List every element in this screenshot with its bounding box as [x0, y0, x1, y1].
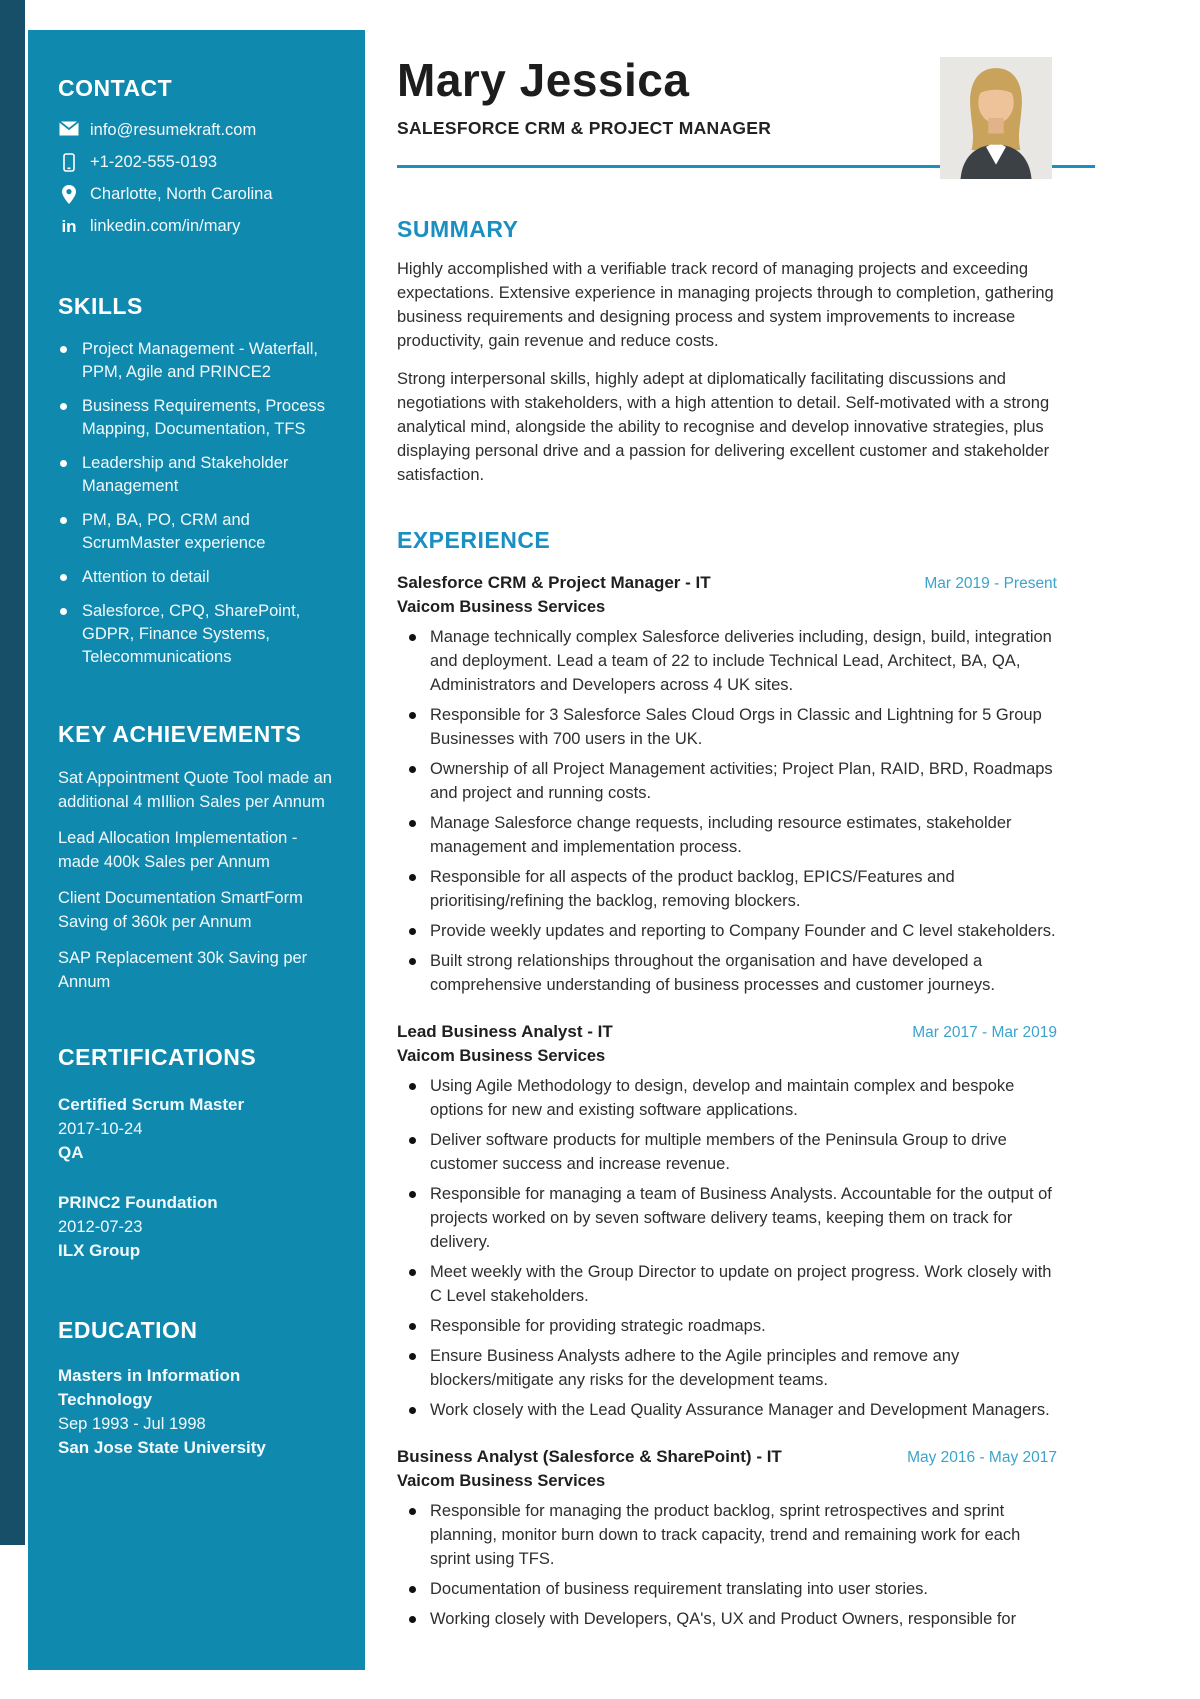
- contact-location: [58, 184, 339, 205]
- certification-title: Certified Scrum Master: [58, 1095, 245, 1114]
- job-title: Business Analyst (Salesforce & SharePoint) - IT: [397, 1446, 782, 1466]
- phone-icon: [58, 152, 80, 172]
- contact-phone-text: +1-202-555-0193: [90, 153, 218, 171]
- job-bullet: Responsible for managing the product backlog, sprint retrospectives and sprint planning, monitor burn down to track capacity, trend and remaining work for each sprint using TFS.: [397, 1499, 1057, 1571]
- experience-heading: EXPERIENCE: [397, 526, 551, 553]
- job-company: Vaicom Business Services: [397, 1471, 606, 1490]
- job-title: Lead Business Analyst - IT: [397, 1021, 613, 1041]
- job-period: Mar 2017 - Mar 2019: [912, 1023, 1057, 1041]
- job-entry: [397, 1019, 1057, 1422]
- left-accent-bar: [0, 0, 25, 1545]
- certification-date: 2017-10-24: [58, 1120, 143, 1138]
- sidebar: [28, 30, 365, 1670]
- contact-linkedin-text: linkedin.com/in/mary: [90, 217, 241, 235]
- person-title: SALESFORCE CRM & PROJECT MANAGER: [397, 117, 772, 138]
- key-achievements-section: [58, 721, 339, 994]
- job-bullet: Using Agile Methodology to design, develop and maintain complex and bespoke options for new and existing software applications.: [397, 1074, 1057, 1122]
- education-section: [58, 1317, 339, 1460]
- job-bullet: Responsible for managing a team of Business Analysts. Accountable for the output of projects worked on by seven software delivery teams, keeping them on track for delivery.: [397, 1182, 1057, 1254]
- job-bullet: Responsible for all aspects of the product backlog, EPICS/Features and prioritising/refining the backlog, removing blockers.: [397, 865, 1057, 913]
- profile-photo: [940, 57, 1052, 179]
- contact-section: [58, 75, 339, 237]
- job-entry: [397, 1444, 1057, 1631]
- skills-section: [58, 293, 339, 669]
- job-entry: [397, 570, 1057, 997]
- job-period: Mar 2019 - Present: [924, 574, 1057, 592]
- key-achievements-heading: KEY ACHIEVEMENTS: [58, 721, 302, 747]
- main-content: [397, 55, 1097, 1637]
- experience-section: [397, 527, 1057, 1631]
- contact-location-text: Charlotte, North Carolina: [90, 185, 273, 203]
- skill-item: Business Requirements, Process Mapping, Documentation, TFS: [58, 395, 339, 441]
- job-period: May 2016 - May 2017: [907, 1448, 1057, 1466]
- summary-paragraph: Strong interpersonal skills, highly adept at diplomatically facilitating discussions and negotiations with stakeholders, with a high attention to detail. Self-motivated with a strong analytical mind, alongside the ability to recognise and develop innovative strategies, plus displaying personal drive and a passion for delivering excellent customer and stakeholder satisfaction.: [397, 369, 1050, 484]
- email-icon: [58, 120, 80, 136]
- certification-title: PRINC2 Foundation: [58, 1193, 218, 1212]
- summary-heading: SUMMARY: [397, 215, 519, 242]
- job-bullet: Manage Salesforce change requests, including resource estimates, stakeholder management and implementation process.: [397, 811, 1057, 859]
- certification-item: [58, 1191, 339, 1263]
- certification-date: 2012-07-23: [58, 1218, 143, 1236]
- skill-item: Leadership and Stakeholder Management: [58, 452, 339, 498]
- location-icon: [58, 184, 80, 204]
- contact-heading: CONTACT: [58, 75, 173, 101]
- certification-org: QA: [58, 1143, 84, 1162]
- education-heading: EDUCATION: [58, 1317, 198, 1343]
- job-company: Vaicom Business Services: [397, 1046, 606, 1065]
- job-bullet: Responsible for 3 Salesforce Sales Cloud Orgs in Classic and Lightning for 5 Group Businesses with 700 users in the UK.: [397, 703, 1057, 751]
- summary-paragraph: Highly accomplished with a verifiable track record of managing projects and exceeding expectations. Extensive experience in managing projects through to completion, gathering business requirements and designing process and system improvements to increase productivity, gain revenue and reduce costs.: [397, 259, 1054, 350]
- education-school: San Jose State University: [58, 1438, 266, 1457]
- contact-phone: [58, 152, 339, 173]
- job-bullet: Documentation of business requirement translating into user stories.: [397, 1577, 1057, 1601]
- certification-item: [58, 1093, 339, 1165]
- person-name: Mary Jessica: [397, 54, 690, 106]
- linkedin-icon: in: [61, 217, 77, 236]
- job-bullet: Ownership of all Project Management activities; Project Plan, RAID, BRD, Roadmaps and project and running costs.: [397, 757, 1057, 805]
- job-bullet: Meet weekly with the Group Director to update on project progress. Work closely with C Level stakeholders.: [397, 1260, 1057, 1308]
- job-bullet: Work closely with the Lead Quality Assurance Manager and Development Managers.: [397, 1398, 1057, 1422]
- job-bullet: Working closely with Developers, QA's, UX and Product Owners, responsible for: [397, 1607, 1057, 1631]
- job-bullet: Responsible for providing strategic roadmaps.: [397, 1314, 1057, 1338]
- contact-linkedin[interactable]: [58, 216, 339, 237]
- skills-heading: SKILLS: [58, 293, 143, 319]
- certifications-section: [58, 1044, 339, 1263]
- job-bullet: Built strong relationships throughout the organisation and have developed a comprehensive understanding of business processes and customer journeys.: [397, 949, 1057, 997]
- skill-item: PM, BA, PO, CRM and ScrumMaster experience: [58, 509, 339, 555]
- job-bullet-list: [397, 625, 1057, 997]
- skill-item: Attention to detail: [58, 566, 339, 589]
- certification-org: ILX Group: [58, 1241, 141, 1260]
- skill-item: Salesforce, CPQ, SharePoint, GDPR, Finance Systems, Telecommunications: [58, 600, 339, 669]
- education-period: Sep 1993 - Jul 1998: [58, 1415, 206, 1433]
- job-bullet: Deliver software products for multiple members of the Peninsula Group to drive customer success and increase revenue.: [397, 1128, 1057, 1176]
- achievement-item: Sat Appointment Quote Tool made an additional 4 mIllion Sales per Annum: [58, 769, 332, 811]
- job-bullet-list: [397, 1074, 1057, 1422]
- education-degree: Masters in Information Technology: [58, 1366, 241, 1409]
- job-bullet-list: [397, 1499, 1057, 1631]
- contact-email[interactable]: [58, 120, 339, 141]
- job-bullet: Ensure Business Analysts adhere to the Agile principles and remove any blockers/mitigate any risks for the development teams.: [397, 1344, 1057, 1392]
- job-company: Vaicom Business Services: [397, 597, 606, 616]
- summary-section: [397, 216, 1057, 487]
- achievement-item: Lead Allocation Implementation - made 400k Sales per Annum: [58, 829, 298, 871]
- job-bullet: Provide weekly updates and reporting to Company Founder and C level stakeholders.: [397, 919, 1057, 943]
- skills-list: [58, 338, 339, 669]
- certifications-heading: CERTIFICATIONS: [58, 1044, 257, 1070]
- achievement-item: SAP Replacement 30k Saving per Annum: [58, 949, 308, 991]
- education-item: [58, 1364, 339, 1460]
- job-bullet: Manage technically complex Salesforce deliveries including, design, build, integration and deployment. Lead a team of 22 to include Technical Lead, Architect, BA, QA, Administrators and Developers across 4 UK sites.: [397, 625, 1057, 697]
- job-title: Salesforce CRM & Project Manager - IT: [397, 572, 711, 592]
- skill-item: Project Management - Waterfall, PPM, Agile and PRINCE2: [58, 338, 339, 384]
- contact-email-text: info@resumekraft.com: [90, 121, 257, 139]
- achievement-item: Client Documentation SmartForm Saving of 360k per Annum: [58, 889, 303, 931]
